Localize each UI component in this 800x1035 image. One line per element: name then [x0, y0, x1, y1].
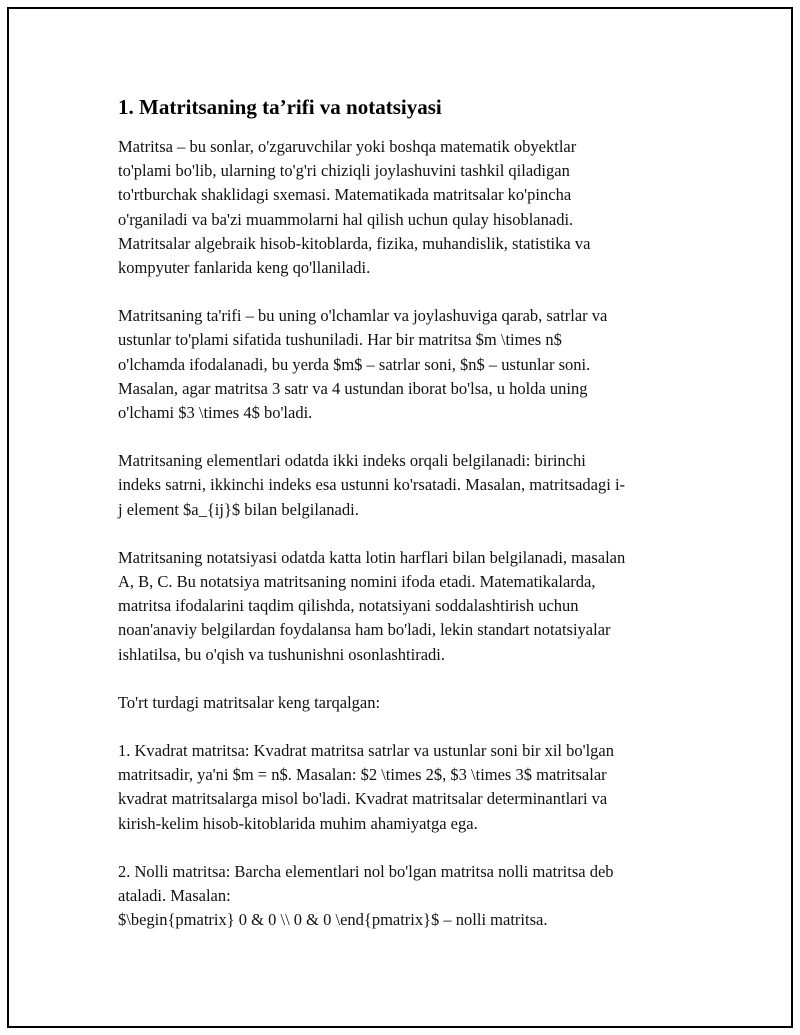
- text-line: o'lchami $3 \times 4$ bo'ladi.: [118, 403, 313, 423]
- text-line: Masalan, agar matritsa 3 satr va 4 ustundan iborat bo'lsa, u holda uning: [118, 378, 588, 398]
- paragraph-elements: [118, 449, 690, 522]
- text-line: A, B, C. Bu notatsiya matritsaning nomini ifoda etadi. Matematikalarda,: [118, 572, 596, 592]
- text-line: ustunlar to'plami sifatida tushuniladi. Har bir matritsa $m \times n$: [118, 330, 562, 350]
- text-line: matritsadir, ya'ni $m = n$. Masalan: $2 \times 2$, $3 \times 3$ matritsalar: [118, 765, 607, 785]
- paragraph-definition-intro: [118, 135, 690, 280]
- text-line: Matritsaning notatsiyasi odatda katta lotin harflari bilan belgilanadi, masalan: [118, 547, 626, 567]
- text-line: Matritsaning ta'rifi – bu uning o'lchamlar va joylashuviga qarab, satrlar va: [118, 306, 608, 326]
- text-line: kvadrat matritsalarga misol bo'ladi. Kvadrat matritsalar determinantlari va: [118, 789, 608, 809]
- text-line: indeks satrni, ikkinchi indeks esa ustunni ko'rsatadi. Masalan, matritsadagi i-: [118, 475, 626, 495]
- text-line: 2. Nolli matritsa: Barcha elementlari nol bo'lgan matritsa nolli matritsa deb: [118, 861, 614, 881]
- paragraph-notation: [118, 546, 690, 667]
- text-line: matritsa ifodalarini taqdim qilishda, notatsiyani soddalashtirish uchun: [118, 596, 579, 616]
- section-heading: 1. Matritsaning ta’rifi va notatsiyasi: [118, 95, 442, 119]
- text-line: Matritsa – bu sonlar, o'zgaruvchilar yoki boshqa matematik obyektlar: [118, 137, 577, 156]
- document-body: [118, 93, 690, 956]
- text-line: 1. Kvadrat matritsa: Kvadrat matritsa satrlar va ustunlar soni bir xil bo'lgan: [118, 741, 615, 761]
- text-line: to'rtburchak shaklidagi sxemasi. Matematikada matritsalar ko'pincha: [118, 185, 572, 205]
- text-line: ishlatilsa, bu o'qish va tushunishni osonlashtiradi.: [118, 644, 446, 664]
- text-line: $\begin{pmatrix} 0 & 0 \\ 0 & 0 \end{pmatrix}$ – nolli matritsa.: [118, 910, 548, 930]
- paragraph-square-matrix: [118, 739, 690, 836]
- text-line: kirish-kelim hisob-kitoblarida muhim ahamiyatga ega.: [118, 813, 478, 833]
- paragraph-definition-size: [118, 304, 690, 425]
- paragraph-zero-matrix: [118, 860, 690, 933]
- text-line: Matritsalar algebraik hisob-kitoblarda, fizika, muhandislik, statistika va: [118, 233, 591, 253]
- text-line: kompyuter fanlarida keng qo'llaniladi.: [118, 258, 371, 278]
- paragraph-types-intro: [118, 691, 690, 715]
- text-line: Matritsaning elementlari odatda ikki indeks orqali belgilanadi: birinchi: [118, 451, 586, 471]
- text-line: noan'anaviy belgilardan foydalansa ham bo'ladi, lekin standart notatsiyalar: [118, 620, 611, 640]
- text-line: o'rganiladi va ba'zi muammolarni hal qilish uchun qulay hisoblanadi.: [118, 209, 574, 229]
- text-line: j element $a_{ij}$ bilan belgilanadi.: [118, 499, 359, 519]
- text-line: To'rt turdagi matritsalar keng tarqalgan:: [118, 692, 381, 712]
- text-line: ataladi. Masalan:: [118, 886, 231, 906]
- text-line: to'plami bo'lib, ularning to'g'ri chiziqli joylashuvini tashkil qiladigan: [118, 161, 570, 181]
- text-line: o'lchamda ifodalanadi, bu yerda $m$ – satrlar soni, $n$ – ustunlar soni.: [118, 354, 591, 374]
